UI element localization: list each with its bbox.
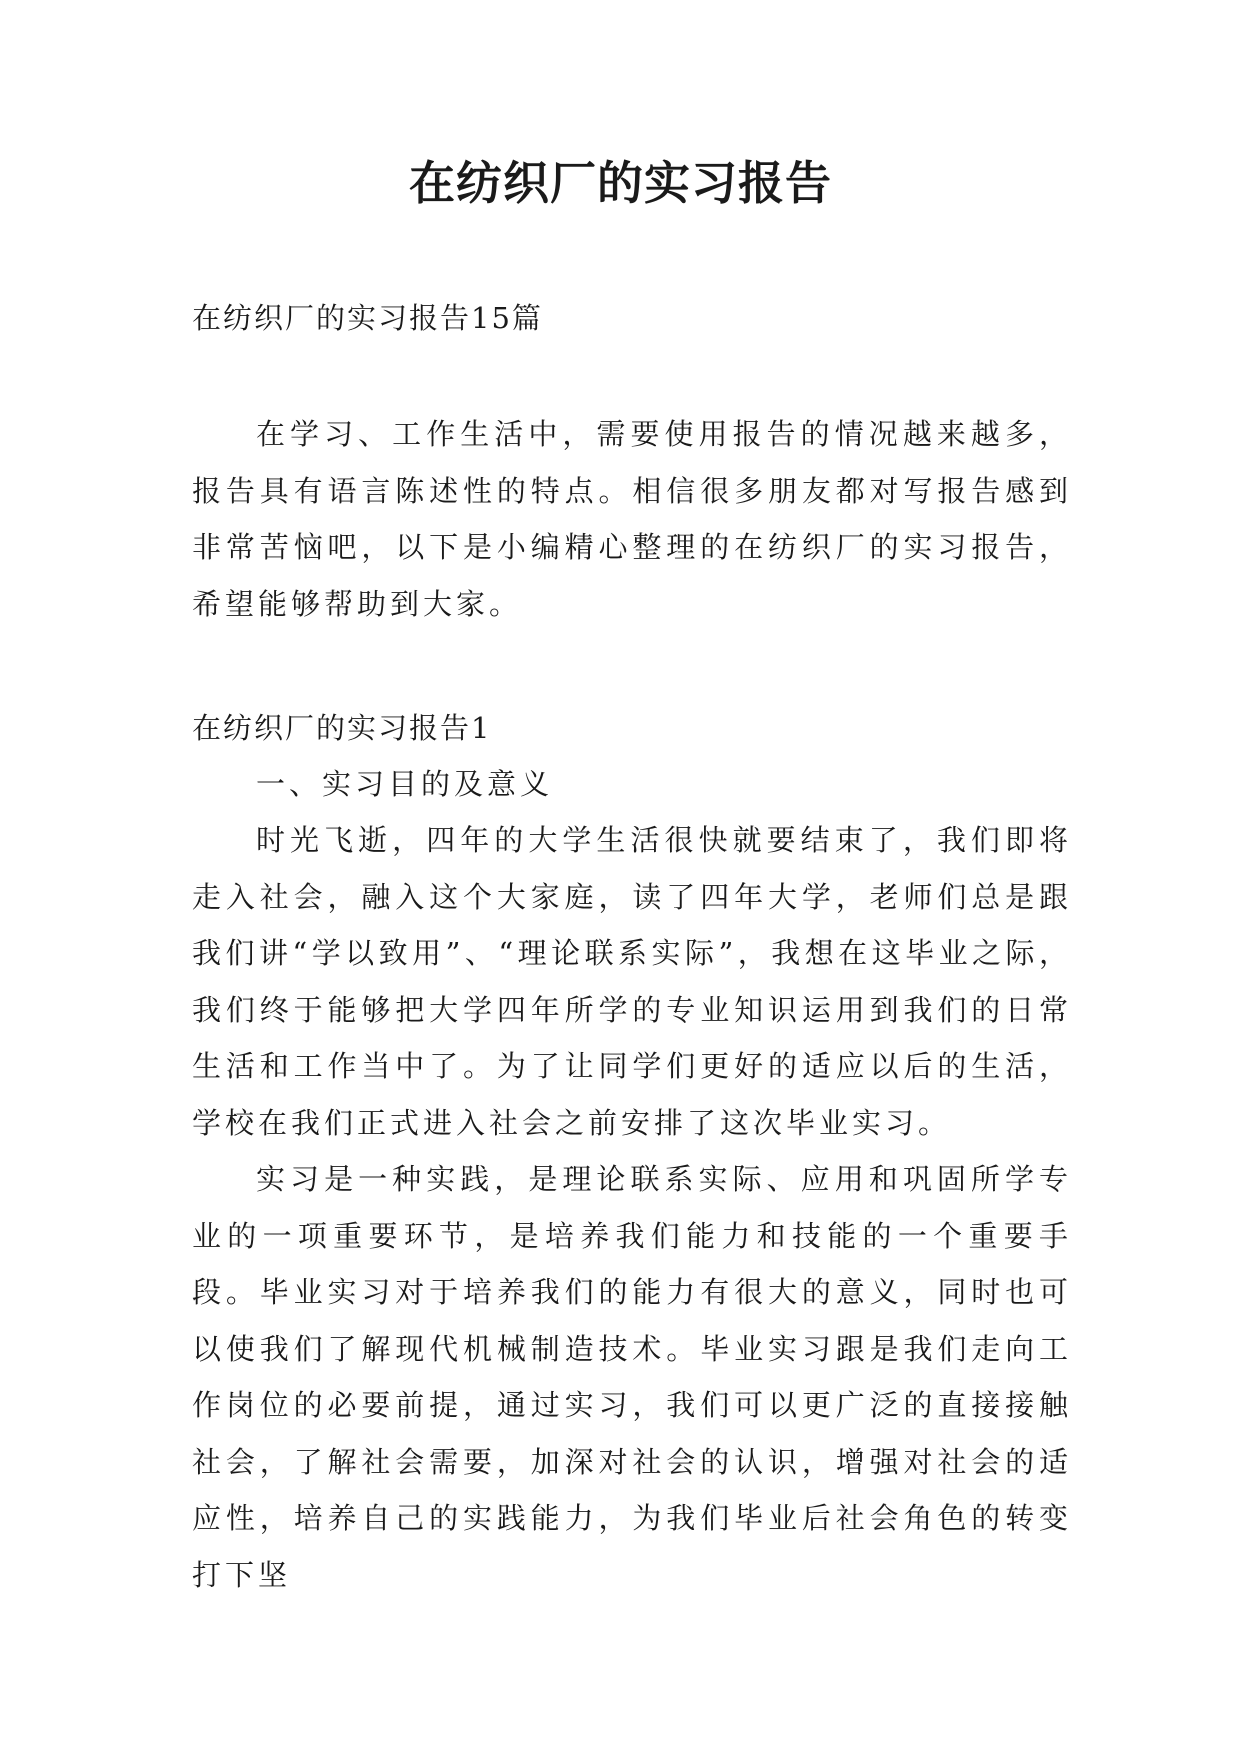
body-paragraph: 实习是一种实践，是理论联系实际、应用和巩固所学专业的一项重要环节，是培养我们能力和技能的一个重要手段。毕业实习对于培养我们的能力有很大的意义，同时也可以使我们了解现代机械制造技术。毕业实习跟是我们走向工作岗位的必要前提，通过实习，我们可以更广泛的直接接触社会，了解社会需要，加深对社会的认识，增强对社会的适应性，培养自己的实践能力，为我们毕业后社会角色的转变打下坚 <box>192 1162 1072 1592</box>
intro-paragraph: 在学习、工作生活中，需要使用报告的情况越来越多，报告具有语言陈述性的特点。相信很多朋友都对写报告感到非常苦恼吧，以下是小编精心整理的在纺织厂的实习报告，希望能够帮助到大家。 <box>192 417 1072 621</box>
document-title: 在纺织厂的实习报告 <box>409 156 832 210</box>
document-subtitle: 在纺织厂的实习报告15篇 <box>192 301 543 335</box>
section-heading: 在纺织厂的实习报告1 <box>192 711 492 745</box>
body-paragraph: 时光飞逝，四年的大学生活很快就要结束了，我们即将走入社会，融入这个大家庭，读了四年大学，老师们总是跟我们讲“学以致用”、“理论联系实际”，我想在这毕业之际，我们终于能够把大学四年所学的专业知识运用到我们的日常生活和工作当中了。为了让同学们更好的适应以后的生活，学校在我们正式进入社会之前安排了这次毕业实习。 <box>192 823 1072 1140</box>
section-subheading: 一、实习目的及意义 <box>256 767 554 801</box>
